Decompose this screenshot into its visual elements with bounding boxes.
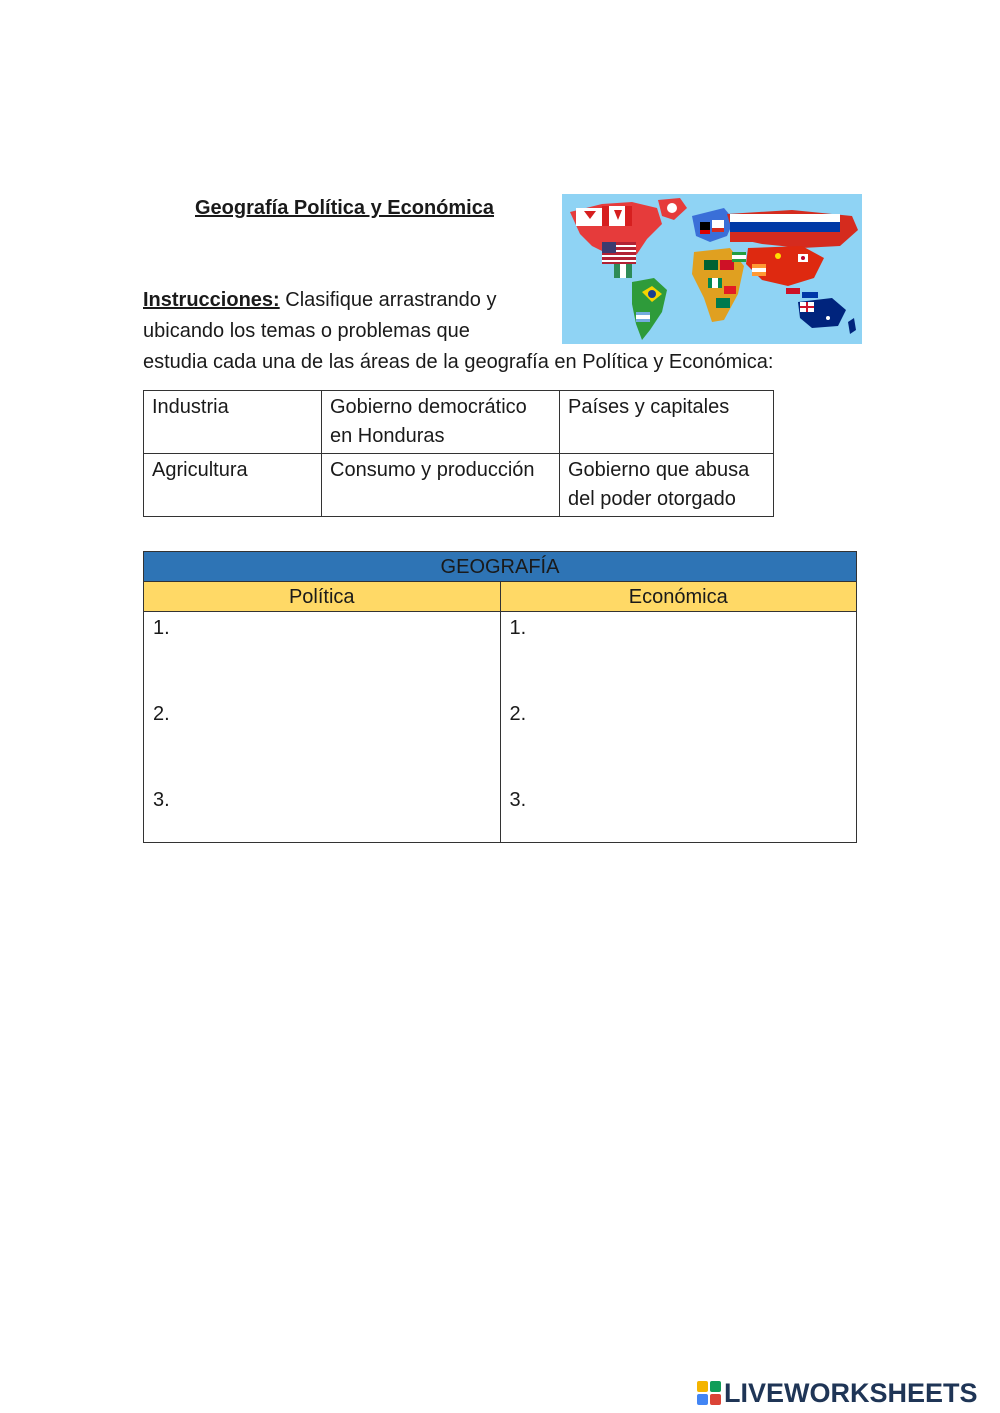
classification-title: GEOGRAFÍA [144,552,857,582]
word-bank-table [143,390,774,517]
drop-slot-economica-2[interactable] [501,698,857,784]
drag-item-consumo-produccion[interactable]: Consumo y producción [330,459,535,481]
drag-item-agricultura[interactable]: Agricultura [152,459,248,481]
drop-slot-politica-1[interactable] [144,612,500,698]
liveworksheets-brand [697,1377,978,1409]
drag-item-gobierno-democratico[interactable]: Gobierno democrático en Honduras [330,396,527,447]
column-header-economica: Económica [500,582,857,612]
word-bank-row [144,391,774,454]
instructions-line-3: estudia cada una de las áreas de la geografía en Política y Económica: [143,351,774,373]
word-bank-row [144,454,774,517]
politica-drop-column [144,612,501,843]
drop-slot-politica-3[interactable] [144,784,500,842]
slot-number: 2. [153,703,170,725]
drag-item-gobierno-abusa[interactable]: Gobierno que abusa del poder otorgado [568,459,750,510]
instructions-line-2: ubicando los temas o problemas que [143,320,470,342]
slot-number: 3. [153,789,170,811]
column-header-politica: Política [144,582,501,612]
instructions-lead: Instrucciones: [143,289,280,311]
slot-number: 2. [509,703,527,725]
drop-slot-economica-3[interactable] [501,784,857,842]
drop-slot-politica-2[interactable] [144,698,500,784]
drag-item-industria[interactable]: Industria [152,396,229,418]
page-title: Geografía Política y Económica [195,197,494,219]
liveworksheets-logo-icon [697,1381,721,1405]
classification-table [143,551,857,843]
slot-number: 3. [509,789,527,811]
drag-item-paises-capitales[interactable]: Países y capitales [568,396,730,418]
brand-name: LIVEWORKSHEETS [724,1377,978,1408]
slot-number: 1. [509,617,527,639]
instructions-line-1: Clasifique arrastrando y [279,289,497,311]
slot-number: 1. [153,617,170,639]
drop-slot-economica-1[interactable] [501,612,857,698]
economica-drop-column [500,612,857,843]
instructions [143,285,773,378]
